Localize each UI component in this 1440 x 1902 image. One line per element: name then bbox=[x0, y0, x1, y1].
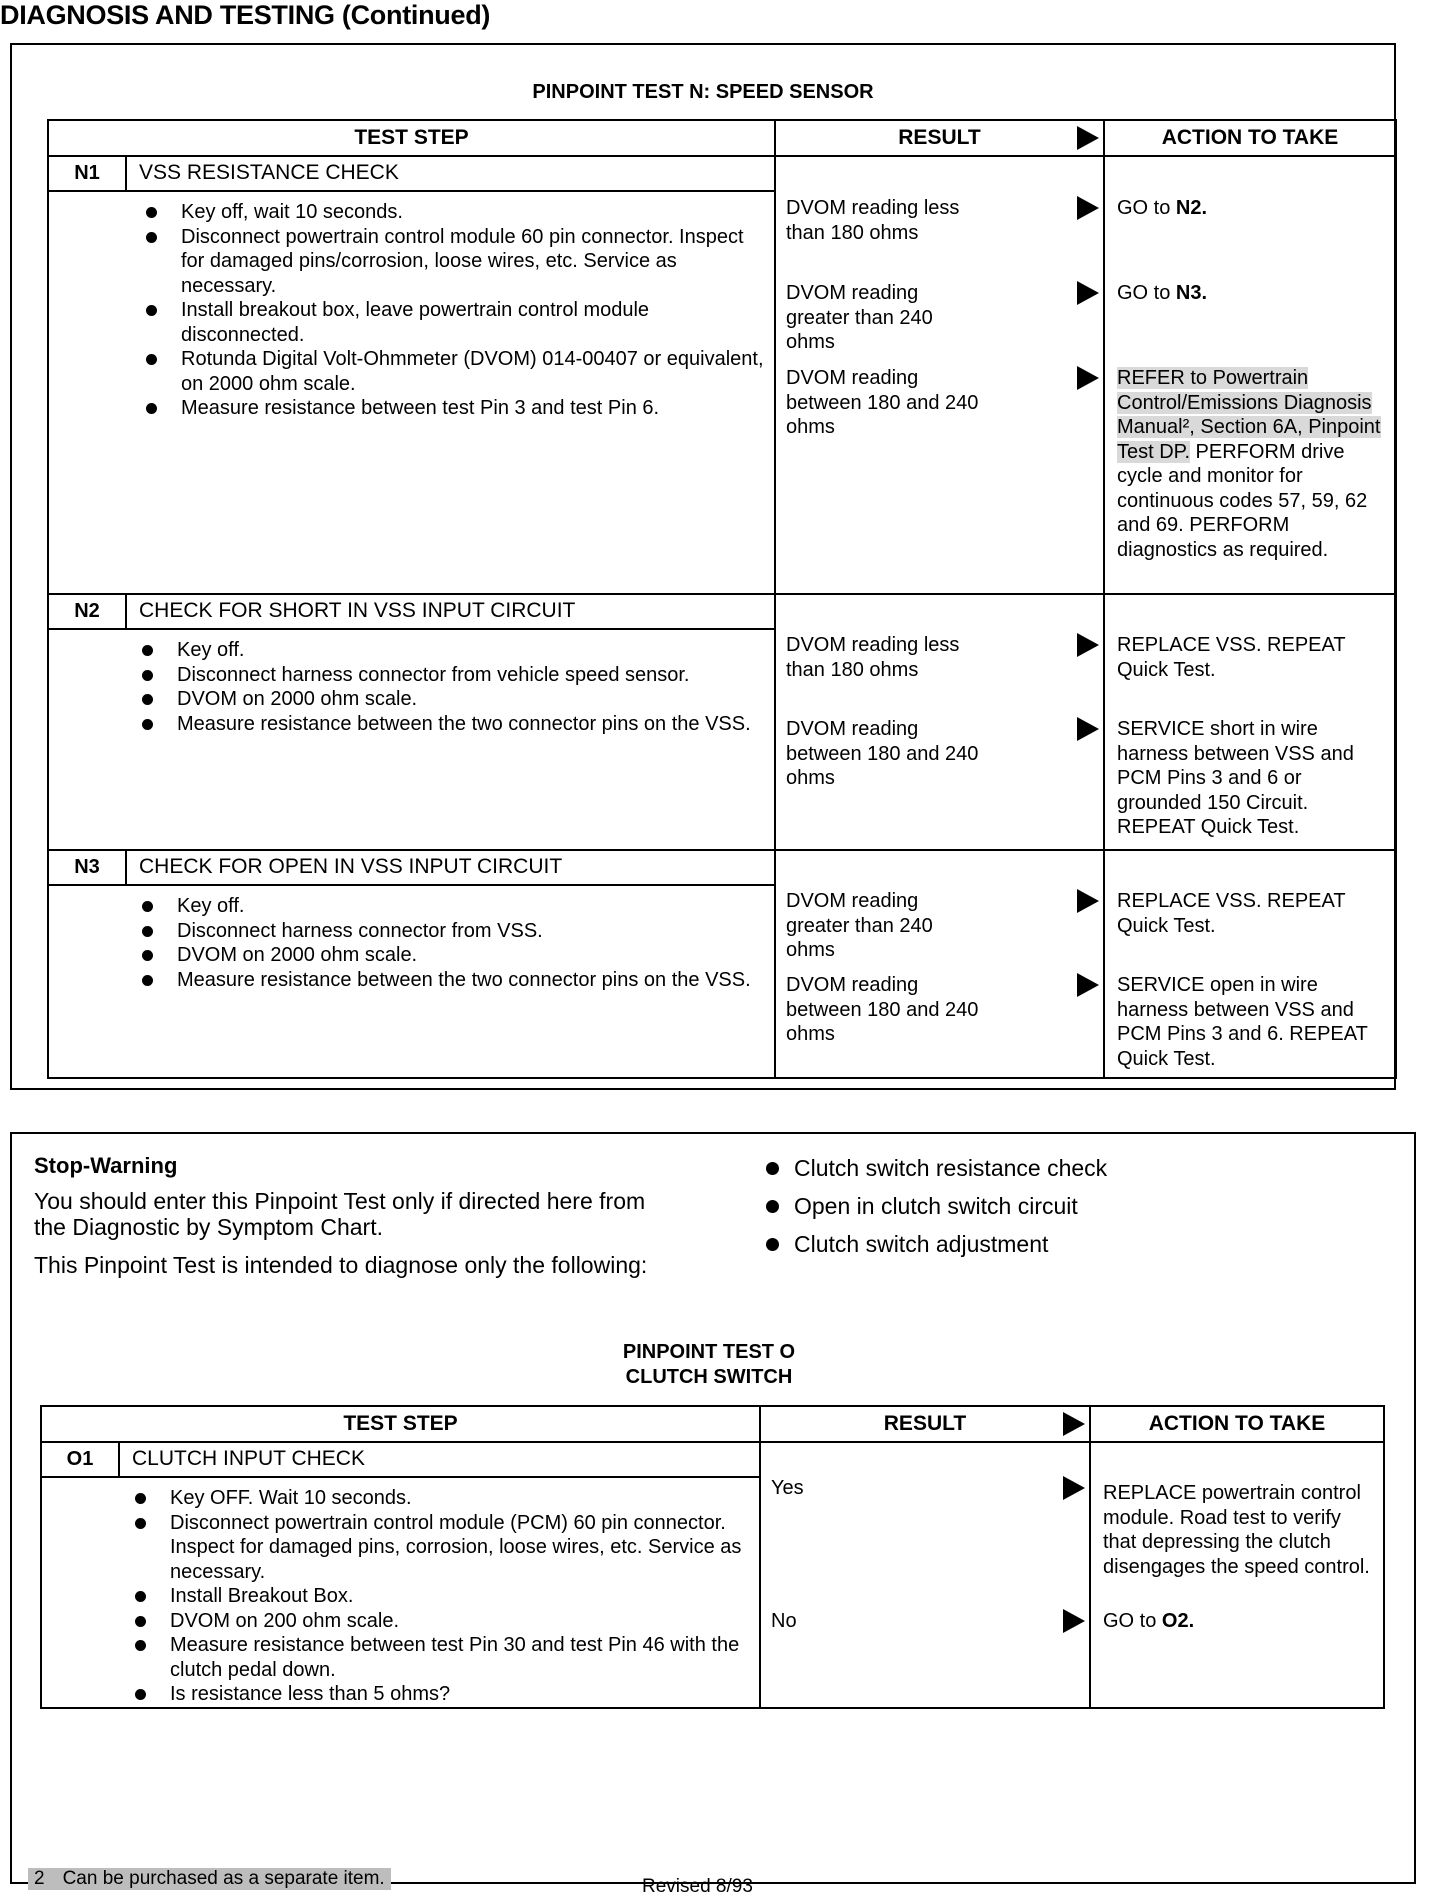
result-text: DVOM reading greater than 240 ohms bbox=[786, 282, 933, 353]
action-cell bbox=[1104, 850, 1396, 1078]
result-cell bbox=[775, 156, 1104, 594]
list-item: Key off, wait 10 seconds. bbox=[181, 200, 764, 225]
result-cell bbox=[775, 594, 1104, 850]
list-item: Measure resistance between the two connector pins on the VSS. bbox=[177, 968, 764, 993]
test-step-cell bbox=[48, 156, 775, 594]
step-id: N3 bbox=[49, 851, 127, 884]
action-text: REPLACE VSS. REPEAT Quick Test. bbox=[1117, 634, 1346, 681]
list-item: Measure resistance between the two connector pins on the VSS. bbox=[177, 712, 764, 737]
warning-paragraph: This Pinpoint Test is intended to diagnose only the following: bbox=[34, 1252, 648, 1278]
result-text: DVOM reading between 180 and 240 ohms bbox=[786, 718, 979, 789]
test-step-cell bbox=[41, 1442, 760, 1708]
arrow-right-icon bbox=[1077, 889, 1099, 913]
action-text: GO to N3. bbox=[1117, 282, 1208, 304]
step-title: CHECK FOR SHORT IN VSS INPUT CIRCUIT bbox=[139, 599, 576, 623]
result-text: DVOM reading less than 180 ohms bbox=[786, 197, 960, 244]
test-o-caption: PINPOINT TEST O CLUTCH SWITCH bbox=[622, 1341, 796, 1388]
action-header: ACTION TO TAKE bbox=[1104, 120, 1396, 156]
arrow-right-icon bbox=[1063, 1476, 1085, 1500]
result-text: DVOM reading between 180 and 240 ohms bbox=[786, 367, 979, 438]
page-title: DIAGNOSIS AND TESTING (Continued) bbox=[0, 0, 491, 30]
list-item: Rotunda Digital Volt-Ohmmeter (DVOM) 014-00407 or equivalent, on 2000 ohm scale. bbox=[181, 348, 764, 395]
action-text: GO to O2. bbox=[1103, 1610, 1195, 1632]
result-cell bbox=[760, 1442, 1090, 1708]
action-cell bbox=[1104, 594, 1396, 850]
test-step-header: TEST STEP bbox=[41, 1406, 760, 1442]
list-item: Measure resistance between test Pin 30 and test Pin 46 with the clutch pedal down. bbox=[170, 1633, 749, 1682]
arrow-right-icon bbox=[1063, 1412, 1085, 1436]
test-n-caption: PINPOINT TEST N: SPEED SENSOR bbox=[532, 81, 874, 103]
list-item: Disconnect harness connector from VSS. bbox=[177, 919, 764, 944]
table-row bbox=[48, 156, 1396, 594]
test-step-cell bbox=[48, 594, 775, 850]
result-text: Yes bbox=[771, 1477, 804, 1499]
result-text: DVOM reading less than 180 ohms bbox=[786, 634, 960, 681]
step-id: N1 bbox=[49, 157, 127, 190]
action-text: REPLACE powertrain control module. Road test to verify that depressing the clutch disengages the speed control. bbox=[1103, 1482, 1370, 1578]
table-row bbox=[48, 594, 1396, 850]
test-step-cell bbox=[48, 850, 775, 1078]
action-cell bbox=[1090, 1442, 1384, 1708]
list-item: Install Breakout Box. bbox=[170, 1584, 749, 1609]
arrow-right-icon bbox=[1077, 717, 1099, 741]
arrow-right-icon bbox=[1077, 973, 1099, 997]
result-text: DVOM reading greater than 240 ohms bbox=[786, 890, 933, 961]
action-text: SERVICE short in wire harness between VSS and PCM Pins 3 and 6 or grounded 150 Circuit. REPEAT Quick Test. bbox=[1117, 718, 1354, 838]
list-item: Key off. bbox=[177, 894, 764, 919]
test-o-table bbox=[40, 1405, 1385, 1709]
list-item: Disconnect powertrain control module (PCM) 60 pin connector. Inspect for damaged pins, corrosion, loose wires, etc. Service as necessary. bbox=[170, 1511, 749, 1585]
result-header: RESULT bbox=[760, 1406, 1090, 1442]
warning-paragraph: You should enter this Pinpoint Test only if directed here from the Diagnostic by Symptom Chart. bbox=[34, 1188, 646, 1240]
action-header: ACTION TO TAKE bbox=[1090, 1406, 1384, 1442]
stop-warning-title: Stop-Warning bbox=[34, 1153, 178, 1178]
arrow-right-icon bbox=[1077, 196, 1099, 220]
list-item: Open in clutch switch circuit bbox=[766, 1193, 1107, 1231]
step-title: VSS RESISTANCE CHECK bbox=[139, 161, 399, 185]
arrow-right-icon bbox=[1063, 1609, 1085, 1633]
list-item: Key OFF. Wait 10 seconds. bbox=[170, 1486, 749, 1511]
list-item: DVOM on 200 ohm scale. bbox=[170, 1609, 749, 1634]
action-text: GO to N2. bbox=[1117, 197, 1208, 219]
list-item: Install breakout box, leave powertrain control module disconnected. bbox=[181, 298, 764, 347]
step-title: CHECK FOR OPEN IN VSS INPUT CIRCUIT bbox=[139, 855, 563, 879]
arrow-right-icon bbox=[1077, 366, 1099, 390]
footnote-number: 2 bbox=[34, 1868, 45, 1889]
warning-list bbox=[766, 1155, 1107, 1269]
footnote bbox=[28, 1868, 391, 1890]
arrow-right-icon bbox=[1077, 633, 1099, 657]
action-text: REFER to Powertrain Control/Emissions Diagnosis Manual², Section 6A, Pinpoint Test DP. PERFORM drive cycle and monitor for continuous codes 57, 59, 62 and 69. PERFORM diagnostics as required. bbox=[1117, 367, 1381, 561]
action-text: SERVICE open in wire harness between VSS and PCM Pins 3 and 6. REPEAT Quick Test. bbox=[1117, 974, 1368, 1070]
list-item: Disconnect harness connector from vehicle speed sensor. bbox=[177, 663, 764, 688]
list-item: Clutch switch adjustment bbox=[766, 1231, 1107, 1269]
table-row bbox=[41, 1442, 1384, 1708]
list-item: Key off. bbox=[177, 638, 764, 663]
step-title: CLUTCH INPUT CHECK bbox=[132, 1447, 365, 1471]
list-item: DVOM on 2000 ohm scale. bbox=[177, 943, 764, 968]
list-item: Disconnect powertrain control module 60 pin connector. Inspect for damaged pins/corrosion, loose wires, etc. Service as necessary. bbox=[181, 225, 764, 299]
list-item: Clutch switch resistance check bbox=[766, 1155, 1107, 1193]
result-cell bbox=[775, 850, 1104, 1078]
arrow-right-icon bbox=[1077, 126, 1099, 150]
step-id: O1 bbox=[42, 1443, 120, 1476]
table-row bbox=[48, 850, 1396, 1078]
action-cell bbox=[1104, 156, 1396, 594]
action-text: REPLACE VSS. REPEAT Quick Test. bbox=[1117, 890, 1346, 937]
pinpoint-test-n-panel bbox=[10, 43, 1396, 1090]
result-header: RESULT bbox=[775, 120, 1104, 156]
test-n-table bbox=[47, 119, 1397, 1079]
highlighted-reference: REFER to Powertrain Control/Emissions Diagnosis Manual², Section 6A, Pinpoint Test DP. bbox=[1117, 367, 1381, 463]
result-text: No bbox=[771, 1610, 797, 1632]
result-text: DVOM reading between 180 and 240 ohms bbox=[786, 974, 979, 1045]
revision-date: Revised 8/93 bbox=[642, 1876, 753, 1897]
list-item: Is resistance less than 5 ohms? bbox=[170, 1682, 749, 1707]
step-id: N2 bbox=[49, 595, 127, 628]
list-item: DVOM on 2000 ohm scale. bbox=[177, 687, 764, 712]
footnote-text: Can be purchased as a separate item. bbox=[62, 1868, 385, 1889]
test-step-header: TEST STEP bbox=[48, 120, 775, 156]
list-item: Measure resistance between test Pin 3 and test Pin 6. bbox=[181, 396, 764, 421]
arrow-right-icon bbox=[1077, 281, 1099, 305]
